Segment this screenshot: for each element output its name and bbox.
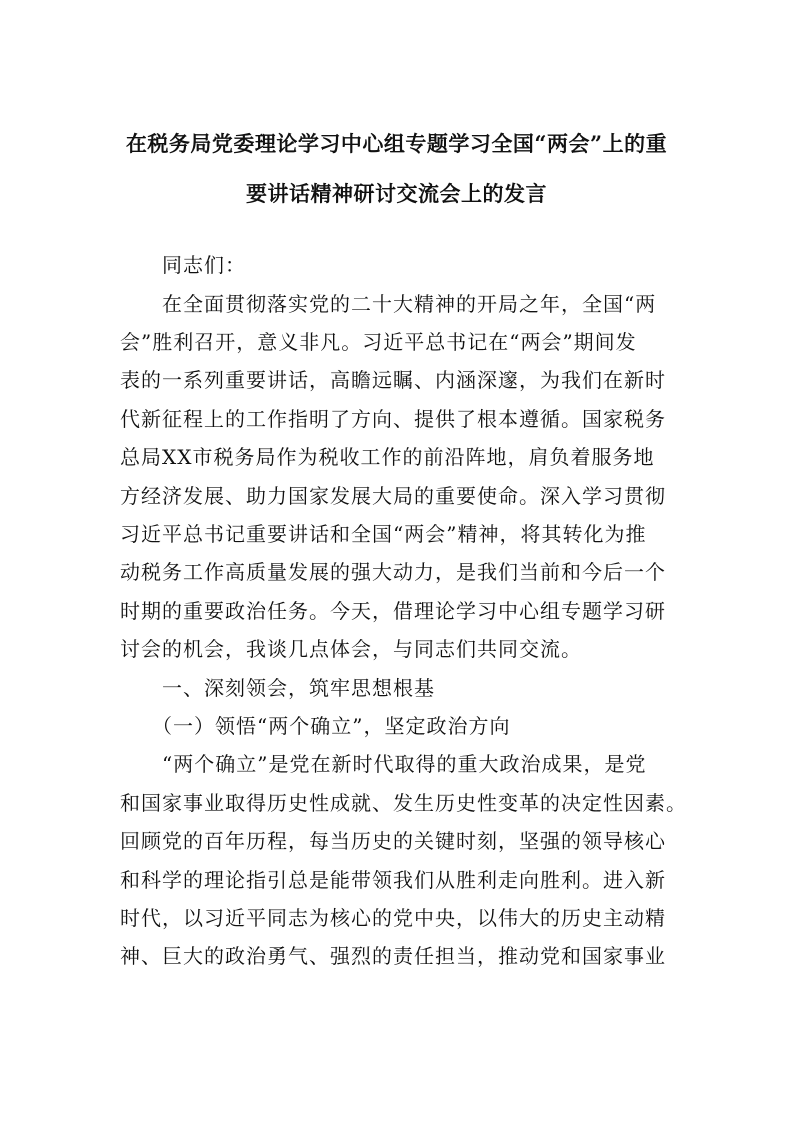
paragraph-line: 和科学的理论指引总是能带领我们从胜利走向胜利。进入新	[120, 868, 666, 892]
subsection-heading: （一）领悟“两个确立”，坚定政治方向	[120, 714, 511, 738]
paragraph-line: 时代，以习近平同志为核心的党中央，以伟大的历史主动精	[120, 906, 666, 930]
paragraph-line: 方经济发展、助力国家发展大局的重要使命。深入学习贯彻	[120, 484, 666, 508]
paragraph-line: 会”胜利召开，意义非凡。习近平总书记在“两会”期间发	[120, 330, 637, 354]
paragraph-line: 动税务工作高质量发展的强大动力，是我们当前和今后一个	[120, 560, 666, 584]
document-title-line-1: 在税务局党委理论学习中心组专题学习全国“两会”上的重	[125, 131, 668, 156]
paragraph-line: 表的一系列重要讲话，高瞻远瞩、内涵深邃，为我们在新时	[120, 368, 666, 392]
paragraph-line: “两个确立”是党在新时代取得的重大政治成果，是党	[120, 752, 647, 776]
paragraph-line: 讨会的机会，我谈几点体会，与同志们共同交流。	[120, 637, 582, 661]
section-heading: 一、深刻领会，筑牢思想根基	[120, 676, 435, 700]
paragraph-line: 在全面贯彻落实党的二十大精神的开局之年，全国“两	[120, 292, 657, 316]
paragraph-line: 时期的重要政治任务。今天，借理论学习中心组专题学习研	[120, 599, 666, 623]
paragraph-line: 和国家事业取得历史性成就、发生历史性变革的决定性因素。	[120, 791, 687, 815]
salutation: 同志们：	[120, 253, 246, 277]
paragraph-line: 习近平总书记重要讲话和全国“两会”精神，将其转化为推	[120, 522, 647, 546]
paragraph-line: 回顾党的百年历程，每当历史的关键时刻，坚强的领导核心	[120, 829, 666, 853]
paragraph-line: 神、巨大的政治勇气、强烈的责任担当，推动党和国家事业	[120, 944, 666, 968]
paragraph-line: 总局XX市税务局作为税收工作的前沿阵地，肩负着服务地	[120, 445, 655, 469]
document-title-line-2: 要讲话精神研讨交流会上的发言	[246, 181, 547, 206]
paragraph-line: 代新征程上的工作指明了方向、提供了根本遵循。国家税务	[120, 407, 666, 431]
